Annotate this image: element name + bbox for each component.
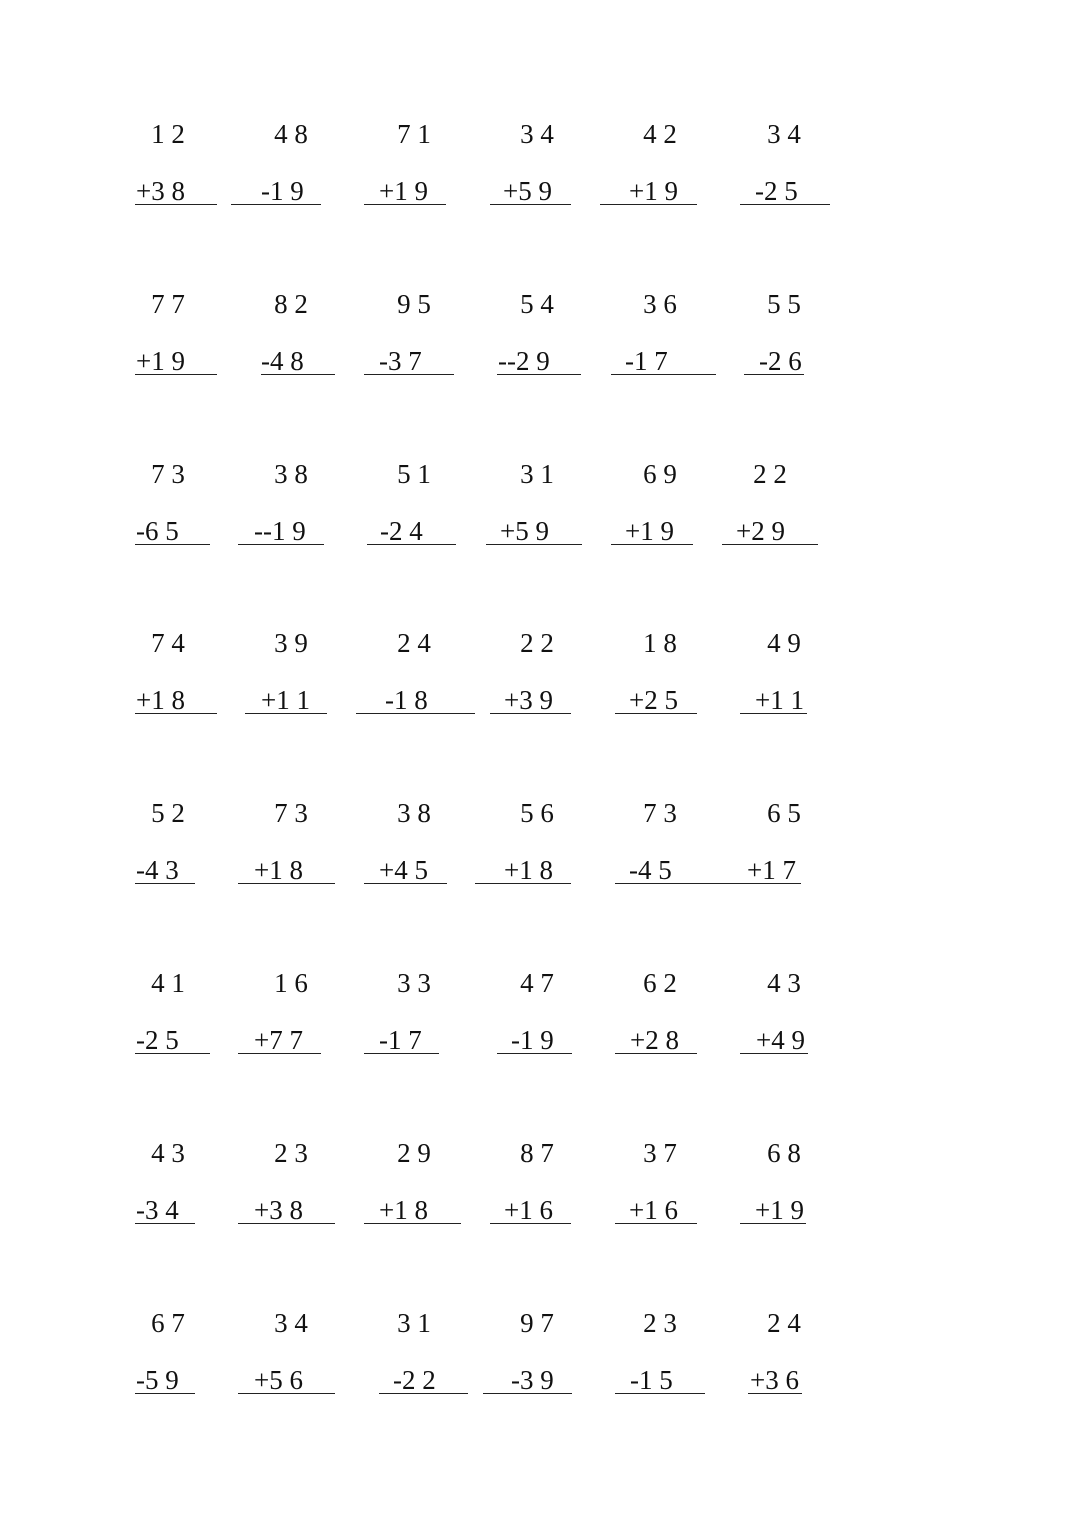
top-number: 1 2 [151, 119, 185, 149]
answer-underline [740, 1053, 808, 1054]
answer-underline [135, 1393, 195, 1394]
bottom-number: -2 4 [380, 516, 423, 546]
answer-underline [483, 1393, 572, 1394]
answer-underline [364, 1223, 461, 1224]
top-number: 4 7 [520, 968, 554, 998]
top-number: 4 8 [274, 119, 308, 149]
top-number: 3 4 [767, 119, 801, 149]
answer-underline [486, 544, 582, 545]
answer-underline [740, 883, 801, 884]
top-number: 3 1 [520, 459, 554, 489]
answer-underline [364, 1053, 439, 1054]
bottom-number: -5 9 [136, 1365, 179, 1395]
top-number: 6 9 [643, 459, 677, 489]
bottom-number: +2 8 [630, 1025, 679, 1055]
top-number: 3 7 [643, 1138, 677, 1168]
bottom-number: -4 5 [629, 855, 672, 885]
answer-underline [615, 883, 756, 884]
bottom-number: +1 9 [136, 346, 185, 376]
top-number: 3 3 [397, 968, 431, 998]
answer-underline [615, 1053, 697, 1054]
bottom-number: +1 7 [747, 855, 796, 885]
top-number: 4 3 [151, 1138, 185, 1168]
bottom-number: +2 5 [629, 685, 678, 715]
bottom-number: --1 9 [254, 516, 306, 546]
answer-underline [238, 544, 324, 545]
top-number: 6 7 [151, 1308, 185, 1338]
answer-underline [135, 713, 217, 714]
bottom-number: +3 8 [136, 176, 185, 206]
bottom-number: --2 9 [498, 346, 550, 376]
bottom-number: +1 1 [755, 685, 804, 715]
bottom-number: -2 2 [393, 1365, 436, 1395]
top-number: 5 5 [767, 289, 801, 319]
bottom-number: -3 9 [511, 1365, 554, 1395]
answer-underline [231, 204, 321, 205]
answer-underline [135, 1223, 195, 1224]
top-number: 2 4 [397, 628, 431, 658]
answer-underline [611, 374, 716, 375]
top-number: 3 8 [274, 459, 308, 489]
top-number: 1 6 [274, 968, 308, 998]
answer-underline [238, 883, 335, 884]
top-number: 3 4 [274, 1308, 308, 1338]
answer-underline [135, 204, 217, 205]
bottom-number: -3 4 [136, 1195, 179, 1225]
bottom-number: +1 9 [625, 516, 674, 546]
answer-underline [490, 713, 571, 714]
bottom-number: +1 8 [136, 685, 185, 715]
answer-underline [261, 374, 335, 375]
top-number: 5 2 [151, 798, 185, 828]
bottom-number: +5 6 [254, 1365, 303, 1395]
bottom-number: +1 8 [504, 855, 553, 885]
bottom-number: -1 9 [511, 1025, 554, 1055]
top-number: 3 8 [397, 798, 431, 828]
top-number: 9 5 [397, 289, 431, 319]
answer-underline [364, 204, 446, 205]
top-number: 2 2 [753, 459, 787, 489]
bottom-number: +4 5 [379, 855, 428, 885]
answer-underline [740, 204, 830, 205]
answer-underline [356, 713, 475, 714]
top-number: 1 8 [643, 628, 677, 658]
top-number: 4 2 [643, 119, 677, 149]
top-number: 6 8 [767, 1138, 801, 1168]
top-number: 9 7 [520, 1308, 554, 1338]
answer-underline [490, 204, 571, 205]
bottom-number: -1 7 [379, 1025, 422, 1055]
bottom-number: -1 7 [625, 346, 668, 376]
top-number: 8 2 [274, 289, 308, 319]
answer-underline [615, 713, 697, 714]
answer-underline [600, 204, 697, 205]
bottom-number: +1 9 [379, 176, 428, 206]
bottom-number: +1 8 [379, 1195, 428, 1225]
answer-underline [135, 883, 195, 884]
bottom-number: +1 6 [629, 1195, 678, 1225]
answer-underline [135, 1053, 210, 1054]
top-number: 7 3 [643, 798, 677, 828]
answer-underline [497, 1053, 572, 1054]
top-number: 6 5 [767, 798, 801, 828]
answer-underline [379, 1393, 468, 1394]
answer-underline [364, 374, 454, 375]
bottom-number: +1 9 [629, 176, 678, 206]
bottom-number: +3 6 [750, 1365, 799, 1395]
answer-underline [615, 1223, 697, 1224]
top-number: 5 6 [520, 798, 554, 828]
top-number: 5 4 [520, 289, 554, 319]
top-number: 2 2 [520, 628, 554, 658]
bottom-number: -1 9 [261, 176, 304, 206]
bottom-number: +3 9 [504, 685, 553, 715]
top-number: 4 3 [767, 968, 801, 998]
answer-underline [135, 374, 217, 375]
top-number: 3 9 [274, 628, 308, 658]
top-number: 2 9 [397, 1138, 431, 1168]
top-number: 3 1 [397, 1308, 431, 1338]
answer-underline [238, 1053, 321, 1054]
answer-underline [497, 374, 581, 375]
answer-underline [364, 883, 447, 884]
bottom-number: +5 9 [503, 176, 552, 206]
bottom-number: +2 9 [736, 516, 785, 546]
top-number: 5 1 [397, 459, 431, 489]
answer-underline [740, 713, 807, 714]
answer-underline [615, 1393, 705, 1394]
top-number: 2 3 [274, 1138, 308, 1168]
bottom-number: +5 9 [500, 516, 549, 546]
answer-underline [490, 1223, 571, 1224]
bottom-number: -2 5 [755, 176, 798, 206]
answer-underline [748, 1393, 802, 1394]
bottom-number: +1 9 [755, 1195, 804, 1225]
bottom-number: +1 6 [504, 1195, 553, 1225]
bottom-number: -1 8 [385, 685, 428, 715]
bottom-number: -4 3 [136, 855, 179, 885]
answer-underline [245, 713, 327, 714]
bottom-number: -2 6 [759, 346, 802, 376]
top-number: 4 9 [767, 628, 801, 658]
answer-underline [367, 544, 456, 545]
top-number: 7 4 [151, 628, 185, 658]
bottom-number: -4 8 [261, 346, 304, 376]
top-number: 2 4 [767, 1308, 801, 1338]
bottom-number: +1 1 [261, 685, 310, 715]
answer-underline [135, 544, 210, 545]
bottom-number: -6 5 [136, 516, 179, 546]
answer-underline [238, 1393, 335, 1394]
top-number: 4 1 [151, 968, 185, 998]
answer-underline [722, 544, 818, 545]
bottom-number: +3 8 [254, 1195, 303, 1225]
top-number: 3 6 [643, 289, 677, 319]
bottom-number: -1 5 [630, 1365, 673, 1395]
bottom-number: -3 7 [379, 346, 422, 376]
answer-underline [238, 1223, 335, 1224]
top-number: 3 4 [520, 119, 554, 149]
answer-underline [740, 1223, 806, 1224]
bottom-number: +7 7 [254, 1025, 303, 1055]
answer-underline [475, 883, 571, 884]
top-number: 8 7 [520, 1138, 554, 1168]
bottom-number: -2 5 [136, 1025, 179, 1055]
top-number: 7 7 [151, 289, 185, 319]
answer-underline [744, 374, 804, 375]
top-number: 2 3 [643, 1308, 677, 1338]
top-number: 7 3 [274, 798, 308, 828]
top-number: 6 2 [643, 968, 677, 998]
top-number: 7 1 [397, 119, 431, 149]
top-number: 7 3 [151, 459, 185, 489]
bottom-number: +4 9 [756, 1025, 805, 1055]
bottom-number: +1 8 [254, 855, 303, 885]
answer-underline [611, 544, 693, 545]
